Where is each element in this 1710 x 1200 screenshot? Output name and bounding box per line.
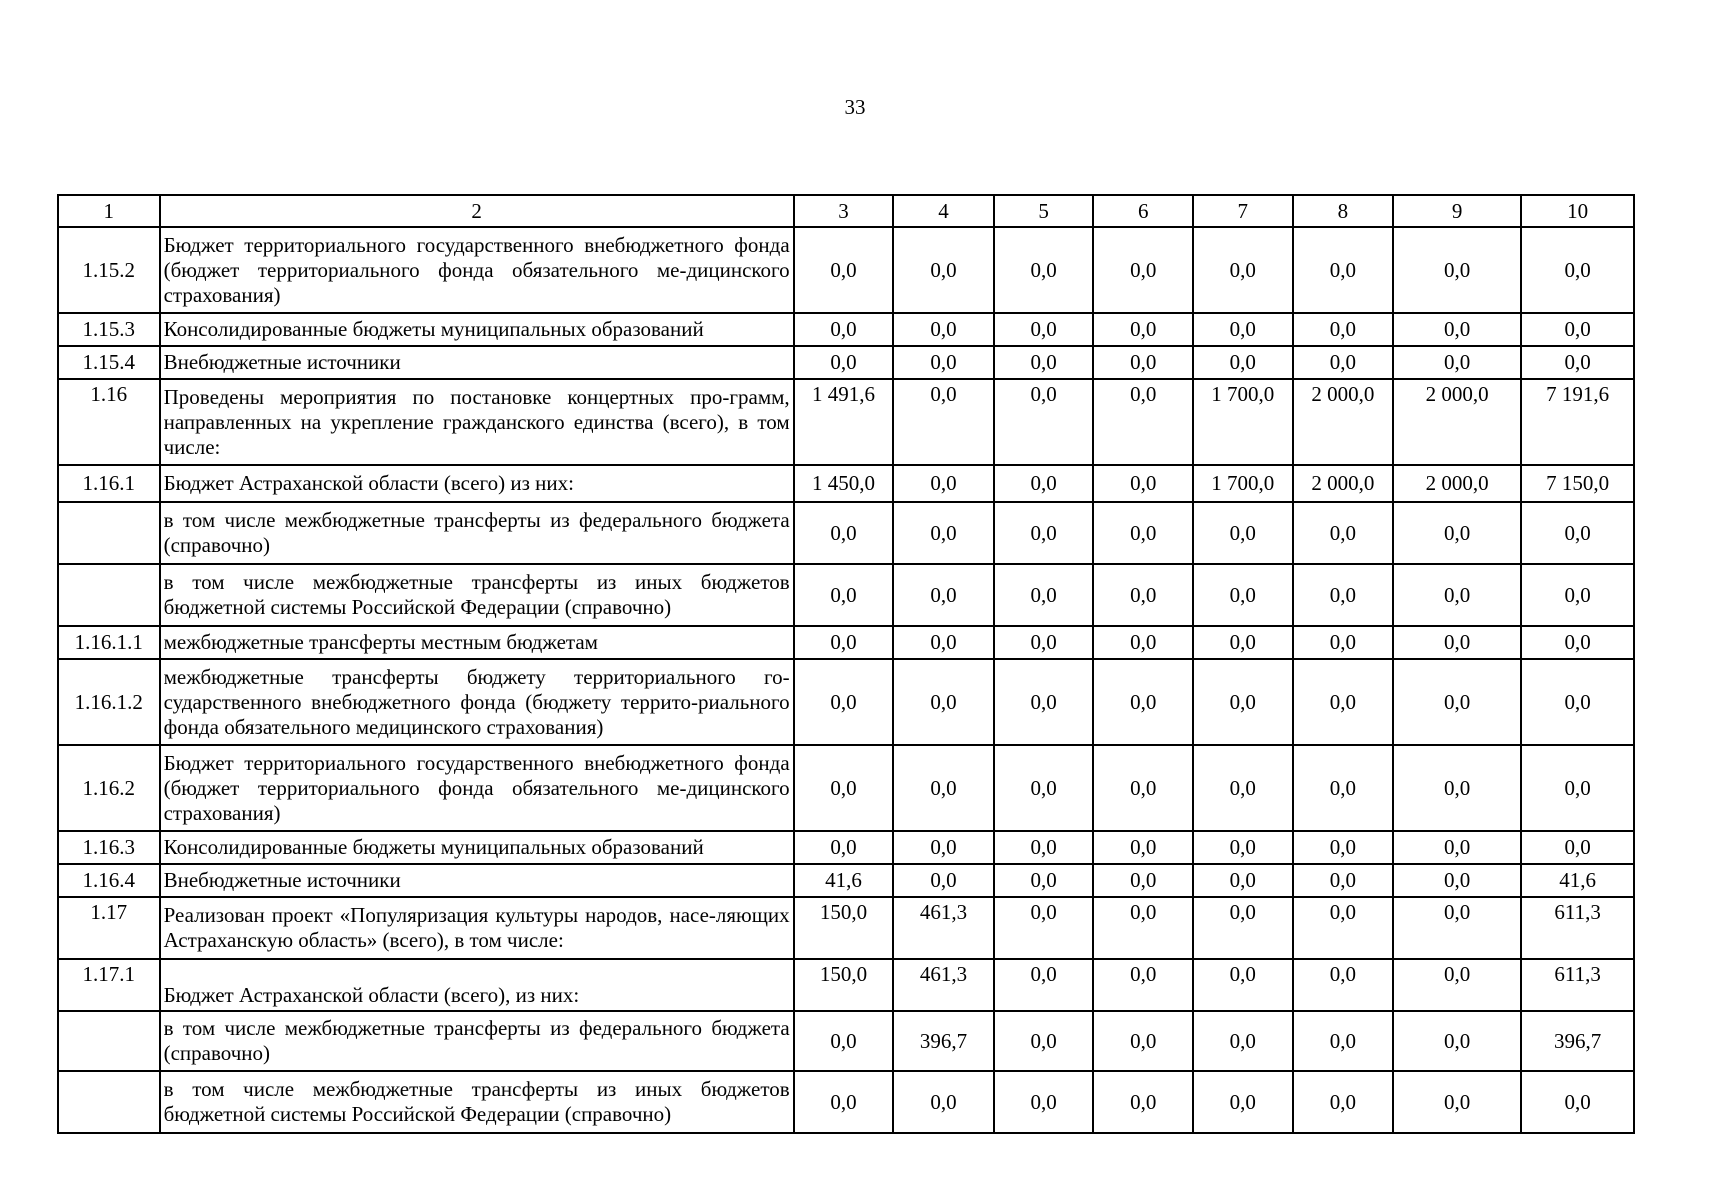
row-number-cell: 1.15.4: [58, 346, 160, 379]
value-cell-col-5: 0,0: [994, 502, 1094, 564]
value-cell-col-6: 0,0: [1093, 465, 1193, 502]
value-cell-col-10: 0,0: [1521, 1071, 1634, 1133]
value-cell-col-10: 0,0: [1521, 831, 1634, 864]
value-cell-col-5: 0,0: [994, 745, 1094, 831]
value-cell-col-10: 0,0: [1521, 346, 1634, 379]
value-cell-col-3: 0,0: [794, 227, 894, 313]
row-number-cell: [58, 564, 160, 626]
value-cell-col-3: 0,0: [794, 1071, 894, 1133]
value-cell-col-9: 0,0: [1393, 346, 1521, 379]
value-cell-col-10: 0,0: [1521, 564, 1634, 626]
table-row: [58, 831, 1634, 864]
table-row: [58, 465, 1634, 502]
value-cell-col-7: 1 700,0: [1193, 465, 1293, 502]
value-cell-col-5: 0,0: [994, 626, 1094, 659]
value-cell-col-4: 0,0: [893, 502, 994, 564]
value-cell-col-9: 0,0: [1393, 959, 1521, 1011]
value-cell-col-4: 0,0: [893, 564, 994, 626]
row-number-cell: 1.16: [58, 379, 160, 465]
value-cell-col-8: 0,0: [1293, 659, 1394, 745]
value-cell-col-3: 0,0: [794, 659, 894, 745]
value-cell-col-9: 0,0: [1393, 1011, 1521, 1071]
value-cell-col-7: 0,0: [1193, 831, 1293, 864]
row-number-cell: 1.16.4: [58, 864, 160, 897]
value-cell-col-6: 0,0: [1093, 227, 1193, 313]
row-description-cell: в том числе межбюджетные трансферты из иных бюджетов бюджетной системы Российской Федерации (справочно): [160, 564, 794, 626]
table-row: [58, 959, 1634, 1011]
value-cell-col-7: 0,0: [1193, 745, 1293, 831]
column-header: 4: [893, 195, 994, 227]
value-cell-col-7: 0,0: [1193, 346, 1293, 379]
row-number-cell: 1.17.1: [58, 959, 160, 1011]
value-cell-col-9: 0,0: [1393, 227, 1521, 313]
table-body: [58, 227, 1634, 1133]
value-cell-col-7: 0,0: [1193, 227, 1293, 313]
value-cell-col-3: 0,0: [794, 502, 894, 564]
value-cell-col-6: 0,0: [1093, 379, 1193, 465]
value-cell-col-8: 0,0: [1293, 626, 1394, 659]
column-header: 5: [994, 195, 1094, 227]
table-row: [58, 897, 1634, 959]
value-cell-col-7: 0,0: [1193, 626, 1293, 659]
value-cell-col-5: 0,0: [994, 897, 1094, 959]
value-cell-col-10: 7 150,0: [1521, 465, 1634, 502]
row-description-cell: в том числе межбюджетные трансферты из федерального бюджета (справочно): [160, 502, 794, 564]
table-row: [58, 659, 1634, 745]
table-row: [58, 626, 1634, 659]
value-cell-col-6: 0,0: [1093, 313, 1193, 346]
value-cell-col-9: 0,0: [1393, 745, 1521, 831]
value-cell-col-6: 0,0: [1093, 346, 1193, 379]
value-cell-col-5: 0,0: [994, 465, 1094, 502]
value-cell-col-8: 2 000,0: [1293, 465, 1394, 502]
value-cell-col-6: 0,0: [1093, 626, 1193, 659]
value-cell-col-3: 1 450,0: [794, 465, 894, 502]
row-description-cell: Реализован проект «Популяризация культуры народов, насе-ляющих Астраханскую область» (всего), в том числе:: [160, 897, 794, 959]
value-cell-col-6: 0,0: [1093, 564, 1193, 626]
value-cell-col-9: 0,0: [1393, 659, 1521, 745]
value-cell-col-8: 0,0: [1293, 959, 1394, 1011]
value-cell-col-3: 41,6: [794, 864, 894, 897]
value-cell-col-10: 0,0: [1521, 626, 1634, 659]
value-cell-col-5: 0,0: [994, 1011, 1094, 1071]
row-description-cell: Бюджет Астраханской области (всего), из них:: [160, 959, 794, 1011]
value-cell-col-5: 0,0: [994, 313, 1094, 346]
value-cell-col-4: 0,0: [893, 465, 994, 502]
column-header: 9: [1393, 195, 1521, 227]
row-description-cell: Бюджет территориального государственного внебюджетного фонда (бюджет территориального фонда обязательного ме-дицинского страхования): [160, 745, 794, 831]
value-cell-col-9: 2 000,0: [1393, 379, 1521, 465]
value-cell-col-10: 0,0: [1521, 502, 1634, 564]
value-cell-col-3: 1 491,6: [794, 379, 894, 465]
row-number-cell: 1.16.1: [58, 465, 160, 502]
value-cell-col-8: 0,0: [1293, 313, 1394, 346]
value-cell-col-8: 0,0: [1293, 897, 1394, 959]
value-cell-col-10: 7 191,6: [1521, 379, 1634, 465]
row-description-cell: Бюджет Астраханской области (всего) из них:: [160, 465, 794, 502]
row-number-cell: [58, 1011, 160, 1071]
value-cell-col-10: 41,6: [1521, 864, 1634, 897]
value-cell-col-10: 611,3: [1521, 897, 1634, 959]
value-cell-col-8: 0,0: [1293, 346, 1394, 379]
value-cell-col-4: 461,3: [893, 897, 994, 959]
value-cell-col-7: 0,0: [1193, 959, 1293, 1011]
value-cell-col-3: 0,0: [794, 745, 894, 831]
value-cell-col-6: 0,0: [1093, 831, 1193, 864]
column-header: 2: [160, 195, 794, 227]
row-description-cell: Внебюджетные источники: [160, 346, 794, 379]
value-cell-col-10: 0,0: [1521, 745, 1634, 831]
value-cell-col-6: 0,0: [1093, 745, 1193, 831]
value-cell-col-4: 0,0: [893, 379, 994, 465]
value-cell-col-10: 0,0: [1521, 227, 1634, 313]
value-cell-col-9: 0,0: [1393, 626, 1521, 659]
value-cell-col-6: 0,0: [1093, 1011, 1193, 1071]
column-header: 8: [1293, 195, 1394, 227]
budget-table: [57, 194, 1635, 1134]
row-description-cell: Бюджет территориального государственного внебюджетного фонда (бюджет территориального фонда обязательного ме-дицинского страхования): [160, 227, 794, 313]
value-cell-col-4: 0,0: [893, 346, 994, 379]
value-cell-col-4: 0,0: [893, 831, 994, 864]
table-row: [58, 864, 1634, 897]
value-cell-col-8: 0,0: [1293, 1011, 1394, 1071]
value-cell-col-8: 0,0: [1293, 1071, 1394, 1133]
value-cell-col-3: 0,0: [794, 626, 894, 659]
value-cell-col-5: 0,0: [994, 379, 1094, 465]
row-description-cell: в том числе межбюджетные трансферты из федерального бюджета (справочно): [160, 1011, 794, 1071]
value-cell-col-5: 0,0: [994, 346, 1094, 379]
row-description-cell: межбюджетные трансферты бюджету территориального го-сударственного внебюджетного фонда (бюджету террито-риального фонда обязательного медицинского страхования): [160, 659, 794, 745]
row-description-cell: межбюджетные трансферты местным бюджетам: [160, 626, 794, 659]
row-description-cell: Внебюджетные источники: [160, 864, 794, 897]
value-cell-col-6: 0,0: [1093, 897, 1193, 959]
row-number-cell: [58, 1071, 160, 1133]
row-description-cell: Консолидированные бюджеты муниципальных образований: [160, 313, 794, 346]
value-cell-col-9: 0,0: [1393, 831, 1521, 864]
value-cell-col-10: 611,3: [1521, 959, 1634, 1011]
value-cell-col-8: 0,0: [1293, 564, 1394, 626]
value-cell-col-3: 0,0: [794, 1011, 894, 1071]
value-cell-col-10: 0,0: [1521, 659, 1634, 745]
value-cell-col-7: 0,0: [1193, 313, 1293, 346]
value-cell-col-4: 0,0: [893, 227, 994, 313]
column-header: 1: [58, 195, 160, 227]
value-cell-col-4: 0,0: [893, 745, 994, 831]
value-cell-col-8: 2 000,0: [1293, 379, 1394, 465]
value-cell-col-3: 0,0: [794, 313, 894, 346]
column-header: 3: [794, 195, 894, 227]
value-cell-col-3: 0,0: [794, 564, 894, 626]
value-cell-col-9: 2 000,0: [1393, 465, 1521, 502]
value-cell-col-7: 1 700,0: [1193, 379, 1293, 465]
table-row: [58, 564, 1634, 626]
value-cell-col-6: 0,0: [1093, 659, 1193, 745]
value-cell-col-6: 0,0: [1093, 1071, 1193, 1133]
value-cell-col-4: 0,0: [893, 313, 994, 346]
value-cell-col-8: 0,0: [1293, 864, 1394, 897]
column-header: 7: [1193, 195, 1293, 227]
column-header: 10: [1521, 195, 1634, 227]
value-cell-col-7: 0,0: [1193, 864, 1293, 897]
value-cell-col-4: 396,7: [893, 1011, 994, 1071]
value-cell-col-5: 0,0: [994, 864, 1094, 897]
column-header: 6: [1093, 195, 1193, 227]
value-cell-col-3: 0,0: [794, 346, 894, 379]
value-cell-col-7: 0,0: [1193, 1011, 1293, 1071]
value-cell-col-7: 0,0: [1193, 1071, 1293, 1133]
value-cell-col-6: 0,0: [1093, 959, 1193, 1011]
row-number-cell: 1.16.1.1: [58, 626, 160, 659]
value-cell-col-7: 0,0: [1193, 659, 1293, 745]
table-row: [58, 745, 1634, 831]
value-cell-col-9: 0,0: [1393, 313, 1521, 346]
value-cell-col-5: 0,0: [994, 831, 1094, 864]
table-row: [58, 1011, 1634, 1071]
value-cell-col-10: 0,0: [1521, 313, 1634, 346]
value-cell-col-5: 0,0: [994, 659, 1094, 745]
value-cell-col-8: 0,0: [1293, 227, 1394, 313]
row-description-cell: Консолидированные бюджеты муниципальных образований: [160, 831, 794, 864]
table-row: [58, 1071, 1634, 1133]
value-cell-col-9: 0,0: [1393, 564, 1521, 626]
row-number-cell: 1.17: [58, 897, 160, 959]
value-cell-col-5: 0,0: [994, 564, 1094, 626]
table-row: [58, 502, 1634, 564]
table-row: [58, 346, 1634, 379]
table-row: [58, 313, 1634, 346]
table-row: [58, 227, 1634, 313]
value-cell-col-5: 0,0: [994, 1071, 1094, 1133]
value-cell-col-6: 0,0: [1093, 502, 1193, 564]
value-cell-col-3: 0,0: [794, 831, 894, 864]
value-cell-col-4: 0,0: [893, 659, 994, 745]
row-number-cell: [58, 502, 160, 564]
value-cell-col-5: 0,0: [994, 959, 1094, 1011]
value-cell-col-4: 461,3: [893, 959, 994, 1011]
row-description-cell: Проведены мероприятия по постановке концертных про-грамм, направленных на укрепление гражданского единства (всего), в том числе:: [160, 379, 794, 465]
value-cell-col-7: 0,0: [1193, 897, 1293, 959]
value-cell-col-4: 0,0: [893, 864, 994, 897]
row-number-cell: 1.16.3: [58, 831, 160, 864]
value-cell-col-10: 396,7: [1521, 1011, 1634, 1071]
value-cell-col-4: 0,0: [893, 626, 994, 659]
row-number-cell: 1.16.1.2: [58, 659, 160, 745]
value-cell-col-6: 0,0: [1093, 864, 1193, 897]
value-cell-col-5: 0,0: [994, 227, 1094, 313]
row-number-cell: 1.16.2: [58, 745, 160, 831]
page-number: 33: [844, 95, 866, 119]
value-cell-col-9: 0,0: [1393, 1071, 1521, 1133]
value-cell-col-9: 0,0: [1393, 502, 1521, 564]
value-cell-col-3: 150,0: [794, 959, 894, 1011]
value-cell-col-9: 0,0: [1393, 897, 1521, 959]
row-number-cell: 1.15.2: [58, 227, 160, 313]
table-header-row: [58, 195, 1634, 227]
value-cell-col-3: 150,0: [794, 897, 894, 959]
row-number-cell: 1.15.3: [58, 313, 160, 346]
value-cell-col-7: 0,0: [1193, 502, 1293, 564]
value-cell-col-8: 0,0: [1293, 831, 1394, 864]
table-row: [58, 379, 1634, 465]
value-cell-col-7: 0,0: [1193, 564, 1293, 626]
value-cell-col-8: 0,0: [1293, 502, 1394, 564]
value-cell-col-9: 0,0: [1393, 864, 1521, 897]
value-cell-col-8: 0,0: [1293, 745, 1394, 831]
row-description-cell: в том числе межбюджетные трансферты из иных бюджетов бюджетной системы Российской Федерации (справочно): [160, 1071, 794, 1133]
value-cell-col-4: 0,0: [893, 1071, 994, 1133]
